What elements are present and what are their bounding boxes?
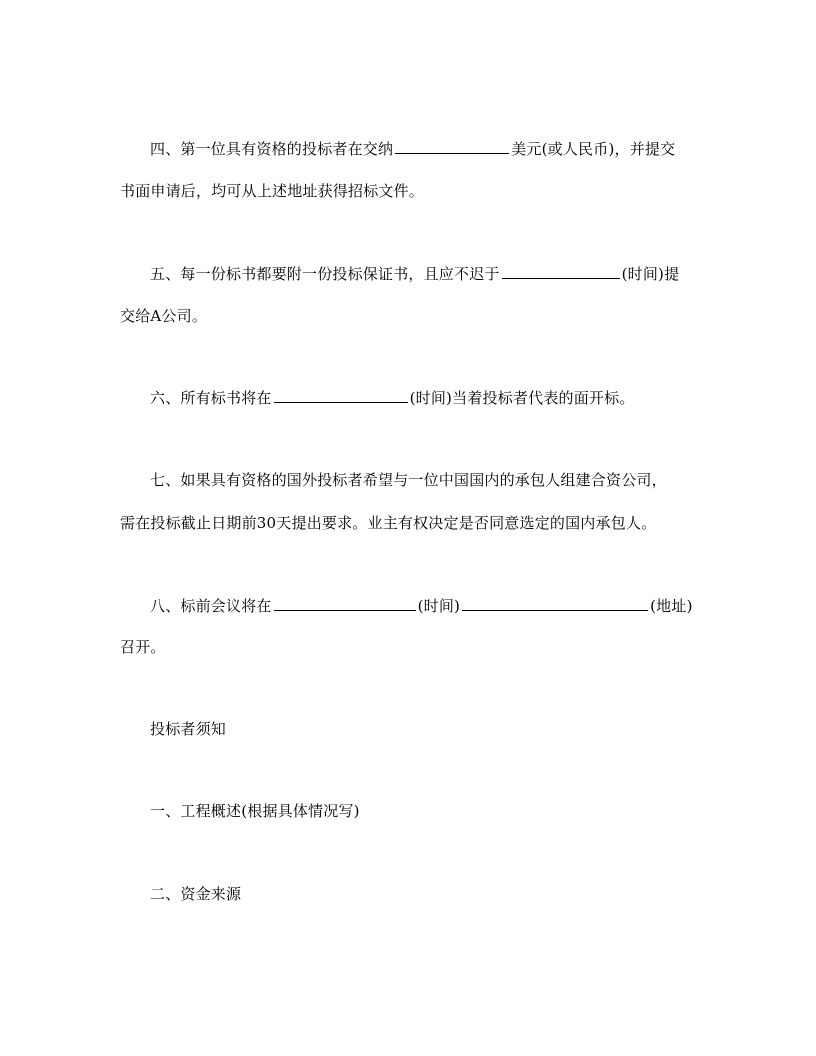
section-title: 投标者须知: [150, 720, 227, 738]
clause-6-time-blank[interactable]: [274, 387, 408, 403]
clause-8-time-blank[interactable]: [274, 595, 416, 611]
item-1: 一、工程概述(根据具体情况写): [150, 802, 360, 820]
clause-5-text-b: (时间)提: [621, 265, 680, 283]
clause-8-address-blank[interactable]: [462, 595, 648, 611]
clause-7-line-1: 七、如果具有资格的国外投标者希望与一位中国国内的承包人组建合资公司，: [150, 471, 667, 489]
clause-4-text-a: 四、第一位具有资格的投标者在交纳: [150, 140, 394, 158]
item-2: 二、资金来源: [150, 885, 242, 903]
clause-4-line-1: [150, 138, 675, 159]
clause-4-amount-blank[interactable]: [395, 138, 509, 154]
clause-6-line-1: [150, 387, 635, 408]
clause-5-line-2: 交给A公司。: [120, 307, 208, 325]
clause-7-line-2: 需在投标截止日期前30天提出要求。业主有权决定是否同意选定的国内承包人。: [120, 514, 657, 532]
clause-6-text-b: (时间)当着投标者代表的面开标。: [409, 389, 635, 407]
clause-5-text-a: 五、每一份标书都要附一份投标保证书，且应不迟于: [150, 265, 500, 283]
clause-8-line-2: 召开。: [120, 638, 166, 656]
clause-4-line-2: 书面申请后，均可从上述地址获得招标文件。: [120, 182, 425, 200]
clause-8-text-c: (地址): [650, 597, 693, 615]
clause-8-line-1: [150, 595, 693, 616]
clause-8-text-b: (时间): [417, 597, 461, 615]
clause-6-text-a: 六、所有标书将在: [150, 389, 272, 407]
clause-4-text-b: 美元(或人民币)，并提交: [511, 140, 676, 158]
clause-5-time-blank[interactable]: [502, 263, 620, 279]
clause-8-text-a: 八、标前会议将在: [150, 597, 272, 615]
clause-5-line-1: [150, 263, 679, 284]
